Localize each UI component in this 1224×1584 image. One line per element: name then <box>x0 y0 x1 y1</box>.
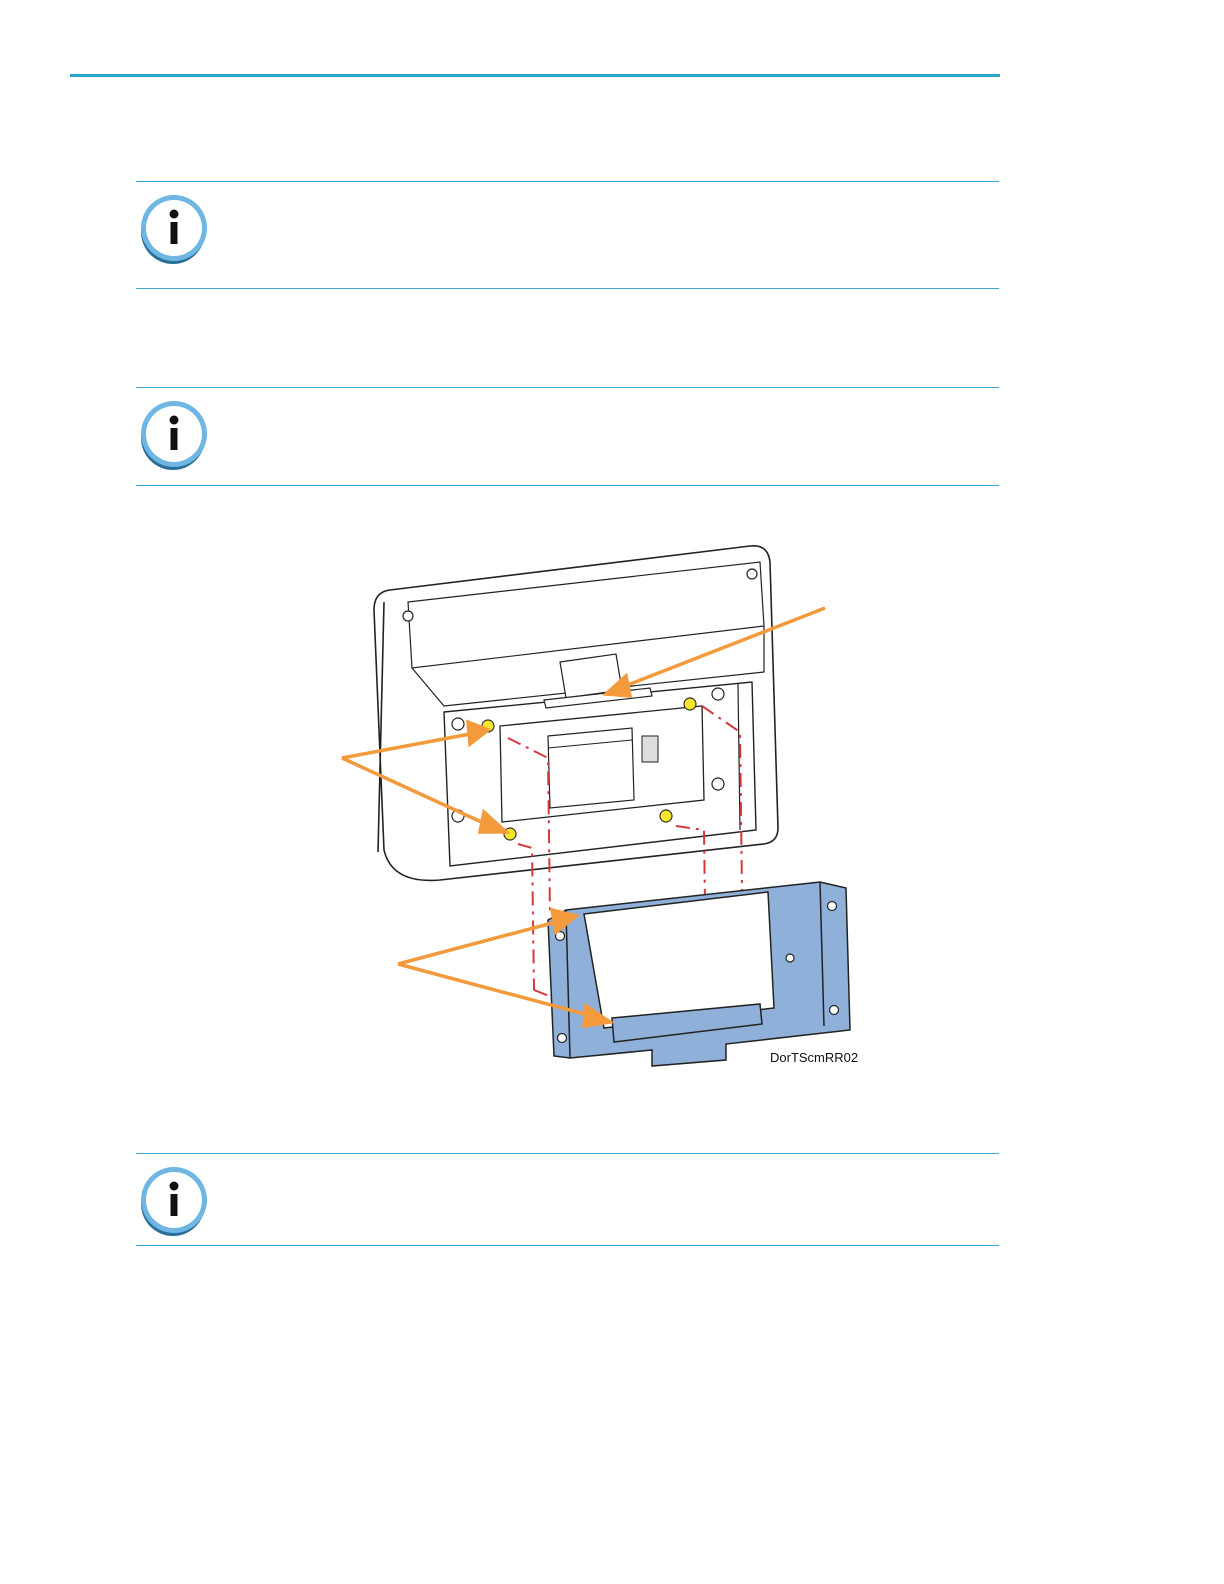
mounting-diagram <box>320 530 880 1090</box>
display-and-bracket-illustration <box>320 530 880 1090</box>
info-note-2 <box>136 387 999 486</box>
info-icon <box>136 1164 212 1240</box>
info-note-1 <box>136 181 999 289</box>
info-note-3 <box>136 1153 999 1246</box>
info-icon <box>136 398 212 474</box>
info-icon <box>136 192 212 268</box>
display-housing <box>374 546 778 881</box>
header-rule <box>70 74 1000 77</box>
figure-label: DorTScmRR02 <box>770 1050 859 1065</box>
mounting-bracket <box>548 882 850 1066</box>
